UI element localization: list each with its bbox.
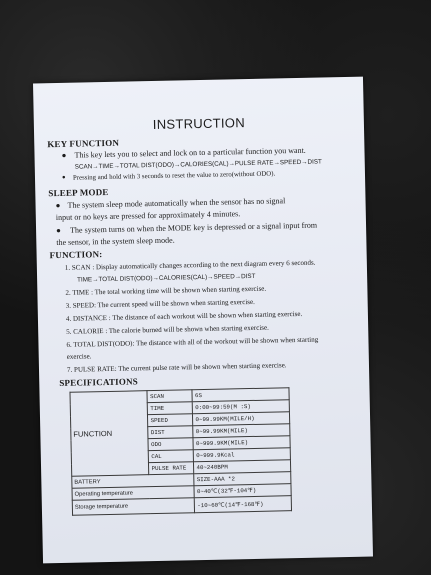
spec-name: DIST [148, 426, 193, 439]
sleep-mode-b1-l1: The system sleep mode automatically when the sensor has no signal [67, 196, 286, 210]
page-title: INSTRUCTION [152, 115, 246, 133]
spec-name: PULSE RATE [149, 462, 194, 475]
bullet-icon: ● [61, 174, 66, 181]
specifications-table [69, 387, 292, 516]
operating-temperature-value: 0~40℃(32℉-104℉) [194, 484, 291, 498]
battery-label: BATTERY [72, 474, 195, 489]
spec-value: 0~999.9Kcal [194, 448, 291, 462]
spec-value: 40~240BPM [194, 460, 291, 474]
key-function-heading: KEY FUNCTION [47, 137, 120, 150]
function-item-7: 7. PULSE RATE: The current pulse rate will be shown when starting exercise. [66, 361, 287, 374]
key-function-line3: Pressing and hold with 3 seconds to reset the value to zero(without ODO). [72, 170, 276, 182]
battery-value: SIZE-AAA *2 [194, 472, 291, 486]
spec-name: TIME [148, 402, 193, 415]
operating-temperature-label: Operating temperature [72, 486, 195, 501]
spec-value: 6S [192, 388, 289, 402]
spec-name: CAL [149, 450, 194, 463]
function-item-6-cont: exercise. [66, 352, 92, 361]
instruction-sheet [33, 77, 373, 564]
function-item-3: 3. SPEED: The current speed will be shown when starting exercise. [65, 297, 255, 310]
function-group-label: FUNCTION [70, 391, 149, 477]
function-item-6: 6. TOTAL DIST(ODO): The distance with all of the workout will be shown when starting [66, 335, 319, 349]
function-heading: FUNCTION: [49, 249, 103, 261]
key-function-line1: This key lets you to select and lock on to a particular function you want. [74, 145, 306, 160]
spec-value: 0~99.99KM(MILE/H) [193, 412, 290, 426]
bullet-icon: ● [56, 225, 62, 236]
sleep-mode-b2-l2: the sensor, in the system sleep mode. [56, 235, 175, 248]
spec-name: SPEED [148, 414, 193, 427]
storage-temperature-label: Storage temperature [72, 498, 195, 516]
function-item-4: 4. DISTANCE : The distance of each workout will be shown when starting exercise. [65, 309, 303, 323]
bullet-icon: ● [61, 150, 67, 160]
spec-name: ODO [148, 438, 193, 451]
bullet-icon: ● [55, 200, 61, 211]
sleep-mode-b1-l2: input or no keys are pressed for approximately 4 minutes. [55, 209, 241, 223]
function-item-1: 1. SCAN : Display automatically changes according to the next diagram every 6 seconds. [64, 258, 316, 272]
specifications-heading: SPECIFICATIONS [59, 376, 139, 389]
spec-value: 0:00~99:59(M :S) [193, 400, 290, 414]
storage-temperature-value: -10~60℃(14℉-168℉) [195, 496, 292, 513]
function-item-1-sequence: TIME→TOTAL DIST(ODO)→CALORIES(CAL)→SPEED→DIST [77, 272, 256, 284]
function-item-5: 5. CALORIE : The calorie burned will be shown when starting exercise. [66, 323, 269, 336]
sleep-mode-heading: SLEEP MODE [48, 186, 109, 199]
key-function-sequence: SCAN→TIME→TOTAL DIST(ODO)→CALORIES(CAL)→PULSE RATE→SPEED→DIST [74, 158, 322, 171]
table-row [72, 496, 291, 516]
sleep-mode-b2-l1: The system turns on when the MODE key is depressed or a signal input from [69, 220, 318, 235]
function-item-2: 2. TIME : The total working time will be shown when starting exercise. [65, 284, 267, 297]
spec-value: 0~999.9KM(MILE) [193, 436, 290, 450]
spec-value: 0~99.99KM(MILE) [193, 424, 290, 438]
spec-name: SCAN [147, 390, 192, 403]
